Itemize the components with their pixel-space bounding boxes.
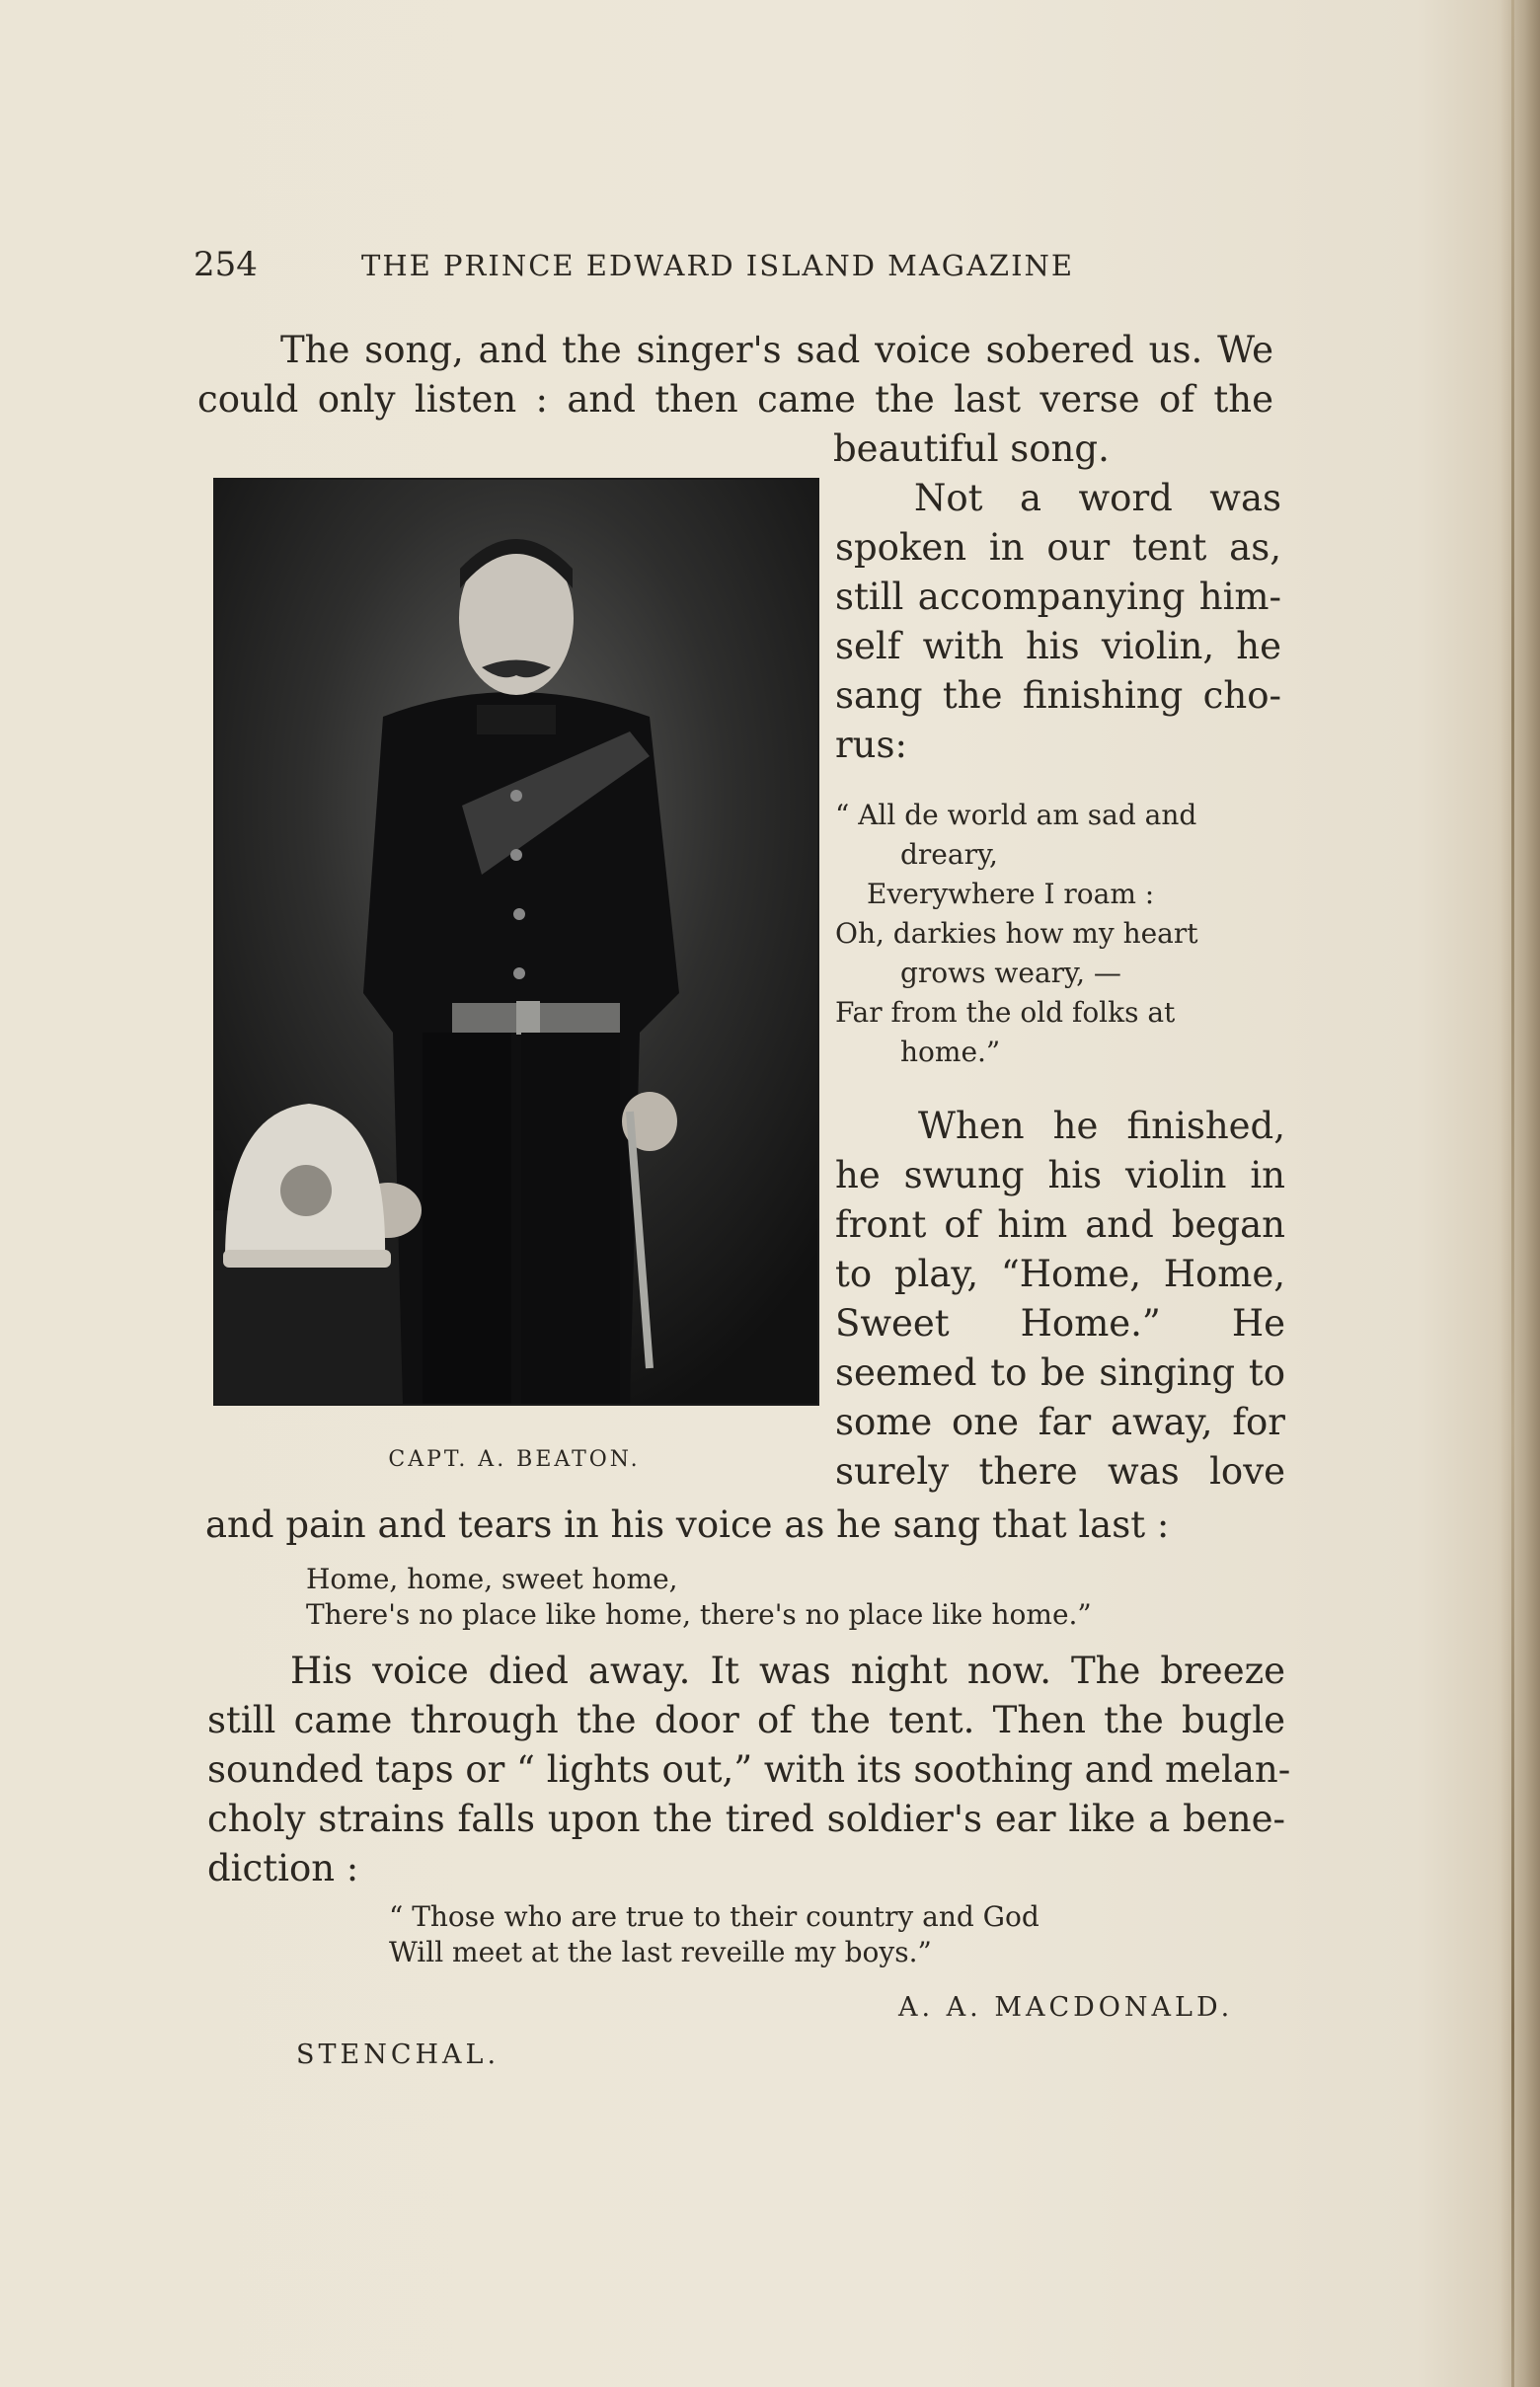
continuation-line: and pain and tears in his voice as he sang that last : <box>205 1503 1170 1546</box>
verse-line: There's no place like home, there's no place like home.” <box>306 1598 1092 1631</box>
intro-line: could only listen : and then came the last verse of the <box>197 378 1273 421</box>
verse-line: “ All de world am sad and <box>835 799 1197 831</box>
closing-line: choly strains falls upon the tired soldier's ear like a bene- <box>207 1798 1285 1840</box>
column-line: spoken in our tent as, <box>835 526 1281 569</box>
column-line: Sweet Home.” He <box>835 1302 1285 1345</box>
verse-line: grows weary, — <box>900 957 1121 989</box>
verse-line: “ Those who are true to their country and God <box>389 1900 1040 1933</box>
verse-reveille <box>389 1899 1258 1970</box>
photo-caption: CAPT. A. BEATON. <box>388 1447 641 1472</box>
verse-all-de-world <box>835 796 1281 1072</box>
place-name: STENCHAL. <box>296 2040 500 2070</box>
closing-line: His voice died away. It was night now. The breeze <box>290 1650 1285 1692</box>
page-edge <box>1511 0 1514 2387</box>
closing-line: sounded taps or “ lights out,” with its soothing and melan- <box>207 1748 1291 1791</box>
column-line: sang the finishing cho- <box>835 674 1281 717</box>
verse-line: home.” <box>900 1036 1001 1068</box>
page-edge-shadow <box>1501 0 1540 2387</box>
author-signature: A. A. MACDONALD. <box>898 1992 1234 2023</box>
column-line: he swung his violin in <box>835 1154 1285 1196</box>
column-line: Not a word was <box>914 477 1281 519</box>
intro-paragraph <box>197 326 1273 424</box>
verse-line: Will meet at the last reveille my boys.” <box>389 1936 932 1968</box>
page-number: 254 <box>193 245 258 284</box>
verse-line: Oh, darkies how my heart <box>835 917 1198 950</box>
closing-paragraph <box>207 1647 1291 1893</box>
column-line: to play, “Home, Home, <box>835 1253 1285 1295</box>
column-line: When he finished, <box>918 1105 1285 1147</box>
column-paragraph-2 <box>835 1102 1285 1497</box>
verse-home-sweet-home <box>306 1562 1244 1633</box>
verse-line: Home, home, sweet home, <box>306 1563 678 1595</box>
column-paragraph-1 <box>835 474 1281 770</box>
verse-line: dreary, <box>900 838 998 871</box>
column-line: still accompanying him- <box>835 576 1281 618</box>
column-line: seemed to be singing to <box>835 1351 1285 1394</box>
closing-line: still came through the door of the tent. Then the bugle <box>207 1699 1285 1741</box>
soldier-portrait-image <box>215 480 817 1404</box>
intro-line-3: beautiful song. <box>833 427 1110 470</box>
column-line: surely there was love <box>835 1450 1285 1493</box>
verse-line: Everywhere I roam : <box>867 878 1155 910</box>
magazine-title: THE PRINCE EDWARD ISLAND MAGAZINE <box>361 249 1075 282</box>
running-header <box>193 245 1181 284</box>
column-line: self with his violin, he <box>835 625 1281 667</box>
closing-line: diction : <box>207 1847 359 1889</box>
verse-line: Far from the old folks at <box>835 996 1176 1029</box>
portrait-photo <box>213 478 819 1406</box>
column-line: rus: <box>835 724 907 766</box>
column-line: front of him and began <box>835 1203 1285 1246</box>
column-line: some one far away, for <box>835 1401 1285 1443</box>
intro-line: The song, and the singer's sad voice sobered us. We <box>280 329 1273 371</box>
